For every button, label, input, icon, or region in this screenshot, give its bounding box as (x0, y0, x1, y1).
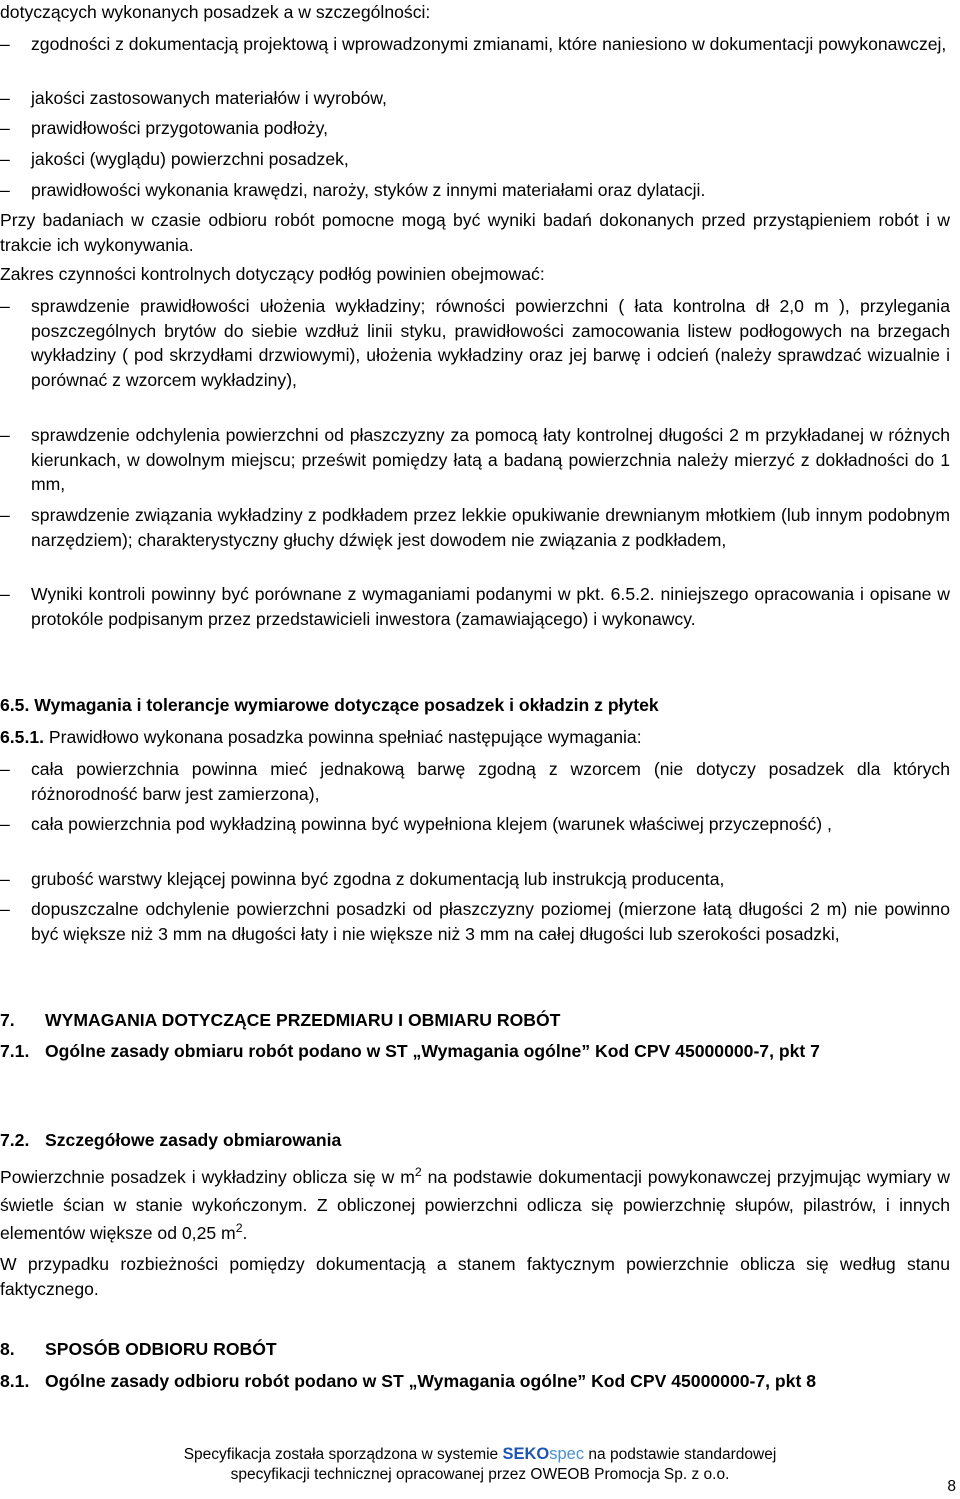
check-item: – jakości (wyglądu) powierzchni posadzek, (0, 147, 950, 172)
heading-number: 7. (0, 1010, 15, 1030)
dash-bullet: – (0, 584, 10, 604)
zakres-item: – Wyniki kontroli powinny być porównane z wymaganiami podanymi w pkt. 6.5.2. niniejszego opracowania i opisane w protokóle podpisanym przez przedstawicieli inwestora (zamawiającego) i wykonawcy. (0, 584, 950, 629)
heading-number: 8.1. (0, 1371, 30, 1391)
heading-number: 7.2. (0, 1130, 30, 1150)
dash-bullet: – (0, 505, 10, 525)
dash-bullet: – (0, 180, 10, 200)
heading-8 (0, 1336, 955, 1362)
dash-bullet: – (0, 296, 10, 316)
paragraph-badania: Przy badaniach w czasie odbioru robót pomocne mogą być wyniki badań dokonanych przed przystąpieniem robót i w trakcie ich wykonywania. (0, 210, 950, 255)
requirement-item: – cała powierzchnia pod wykładziną powinna być wypełniona klejem (warunek właściwej przyczepność) , (0, 812, 950, 837)
dash-bullet: – (0, 814, 10, 834)
dash-bullet: – (0, 88, 10, 108)
check-item: – prawidłowości wykonania krawędzi, naroży, styków z innymi materiałami oraz dylatacji. (0, 178, 950, 203)
subheading-number: 6.5.1. (0, 727, 45, 747)
dash-bullet: – (0, 899, 10, 919)
dash-bullet: – (0, 425, 10, 445)
check-item: – jakości zastosowanych materiałów i wyrobów, (0, 86, 950, 111)
dash-bullet: – (0, 759, 10, 779)
page-number: 8 (947, 1478, 956, 1495)
sekospec-logo-spec: spec (549, 1445, 585, 1463)
heading-text: Ogólne zasady odbioru robót podano w ST „Wymagania ogólne” Kod CPV 45000000-7, pkt 8 (45, 1371, 816, 1391)
requirement-item: – dopuszczalne odchylenie powierzchni posadzki od płaszczyzny poziomej (mierzone łatą długości 2 m) nie powinno być większe niż 3 mm na długości łaty i nie większe niż 3 mm na całej długości lub szerokości posadzki, (0, 899, 950, 944)
check-item: – prawidłowości przygotowania podłoży, (0, 116, 950, 141)
paragraph-obmiar: Powierzchnie posadzek i wykładziny oblicza się w $m^2$ na podstawie dokumentacji powykonawczej przyjmując wymiary w świetle ścian w stanie wykończonym. Z obliczonej powierzchni odlicza się powierzchnię słupów, pilastrów, i innych elementów większe od 0,25 $m^2$. (0, 1165, 950, 1243)
intro-line: dotyczących wykonanych posadzek a w szczególności: (0, 2, 431, 22)
zakres-item: – sprawdzenie związania wykładziny z podkładem przez lekkie opukiwanie drewnianym młotkiem (lub innym podobnym narzędziem); charakterystyczny głuchy dźwięk jest dowodem nie związania z podkładem, (0, 505, 950, 550)
dash-bullet: – (0, 118, 10, 138)
zakres-item: – sprawdzenie prawidłowości ułożenia wykładziny; równości powierzchni ( łata kontrolna dł 2,0 m ), przylegania poszczególnych brytów do siebie wzdłuż linii styku, prawidłowości zamocowania listew podłogowych na brzegach wykładziny ( pod skrzydłami drzwiowymi), ułożenia wykładziny oraz jej barwę i odcień (należy sprawdzać wizualnie i porównać z wzorcem wykładziny), (0, 296, 950, 390)
zakres-item: – sprawdzenie odchylenia powierzchni od płaszczyzny za pomocą łaty kontrolnej długości 2 m przykładanej w różnych kierunkach, w dowolnym miejscu; prześwit pomiędzy łatą a badaną powierzchnia należy mierzyć z dokładności do 1 mm, (0, 425, 950, 494)
heading-number: 7.1. (0, 1041, 30, 1061)
heading-text: Ogólne zasady obmiaru robót podano w ST „Wymagania ogólne” Kod CPV 45000000-7, pkt 7 (45, 1041, 820, 1061)
heading-text: SPOSÓB ODBIORU ROBÓT (45, 1339, 277, 1359)
requirement-item: – cała powierzchnia powinna mieć jednakową barwę zgodną z wzorcem (nie dotyczy posadzek dla których różnorodność barw jest zamierzona), (0, 759, 950, 804)
heading-text: WYMAGANIA DOTYCZĄCE PRZEDMIARU I OBMIARU ROBÓT (45, 1010, 561, 1030)
heading-6-5: 6.5. Wymagania i tolerancje wymiarowe dotyczące posadzek i okładzin z płytek (0, 695, 659, 715)
paragraph-rozbieznosci: W przypadku rozbieżności pomiędzy dokumentacją a stanem faktycznym powierzchnie oblicza się według stanu faktycznego. (0, 1254, 950, 1299)
footer-line-2: specyfikacji technicznej opracowanej przez OWEOB Promocja Sp. z o.o. (230, 1466, 730, 1483)
check-item: – zgodności z dokumentacją projektową i wprowadzonymi zmianami, które naniesiono w dokumentacji powykonawczej, (0, 32, 950, 57)
paragraph-zakres: Zakres czynności kontrolnych dotyczący podłóg powinien obejmować: (0, 264, 545, 284)
subheading-text: Prawidłowo wykonana posadzka powinna spełniać następujące wymagania: (48, 727, 642, 747)
heading-8-1 (0, 1368, 955, 1394)
footer-line-1: Specyfikacja została sporządzona w systemie SEKOspec na podstawie standardowej (183, 1445, 777, 1463)
sekospec-logo-seko: SEKO (502, 1445, 550, 1463)
subheading-6-5-1 (0, 725, 950, 750)
heading-number: 8. (0, 1339, 15, 1359)
dash-bullet: – (0, 34, 10, 54)
dash-bullet: – (0, 149, 10, 169)
heading-text: Szczegółowe zasady obmiarowania (45, 1130, 342, 1150)
heading-7-1 (0, 1038, 955, 1064)
heading-7-2 (0, 1127, 955, 1153)
heading-7 (0, 1007, 955, 1033)
requirement-item: – grubość warstwy klejącej powinna być zgodna z dokumentacją lub instrukcją producenta, (0, 867, 950, 892)
dash-bullet: – (0, 869, 10, 889)
